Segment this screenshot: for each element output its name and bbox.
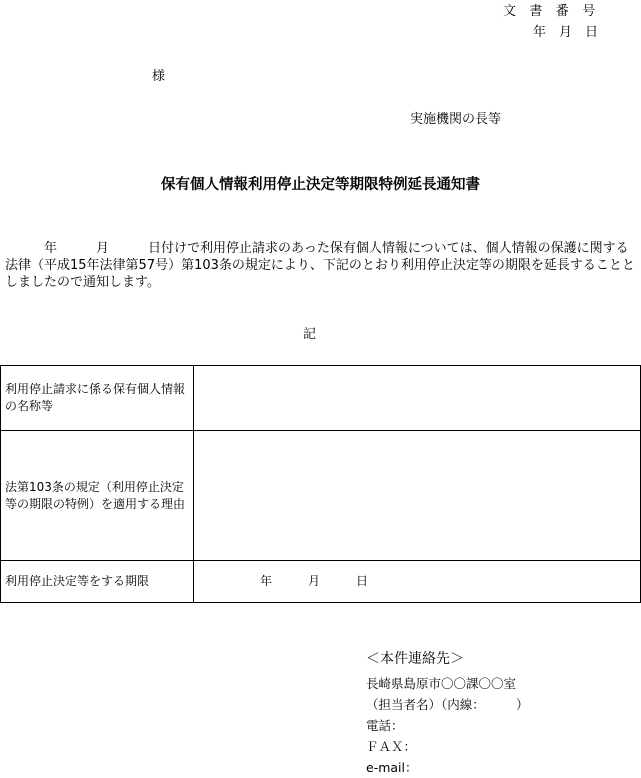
sender-name: 実施機関の長等 — [410, 112, 502, 127]
contact-office: 長崎県島原市〇〇課〇〇室 — [366, 676, 517, 691]
table-row — [1, 431, 641, 561]
row-value-deadline: 年 月 日 — [194, 561, 641, 603]
table-row — [1, 366, 641, 431]
notice-paragraph: 年 月 日付けで利用停止請求のあった保有個人情報については、個人情報の保護に関する法律（平成15年法律第57号）第103条の規定により、下記のとおり利用停止決定等の期限を延長することとしましたので通知します。 — [5, 241, 635, 290]
row-value-reason — [194, 431, 641, 561]
row-label-info-name: 利用停止請求に係る保有個人情報の名称等 — [1, 366, 194, 431]
row-label-deadline: 利用停止決定等をする期限 — [1, 561, 194, 603]
contact-email: e-mail： — [366, 760, 418, 775]
ki-heading: 記 — [303, 327, 317, 342]
contact-block — [366, 648, 529, 778]
table-row — [1, 561, 641, 603]
document-title: 保有個人情報利用停止決定等期限特例延長通知書 — [161, 177, 480, 193]
details-table — [0, 365, 641, 603]
notice-body — [5, 240, 639, 291]
document-date: 年 月 日 — [533, 25, 599, 40]
row-value-info-name — [194, 366, 641, 431]
contact-person: （担当者名）（内線： ） — [366, 697, 529, 712]
contact-heading: ＜本件連絡先＞ — [366, 651, 464, 667]
row-label-reason: 法第103条の規定（利用停止決定等の期限の特例）を適用する理由 — [1, 431, 194, 561]
contact-fax: ＦＡＸ： — [366, 739, 417, 754]
recipient-honorific: 様 — [152, 69, 166, 84]
document-number: 文 書 番 号 — [503, 4, 596, 19]
contact-phone: 電話： — [366, 718, 404, 733]
